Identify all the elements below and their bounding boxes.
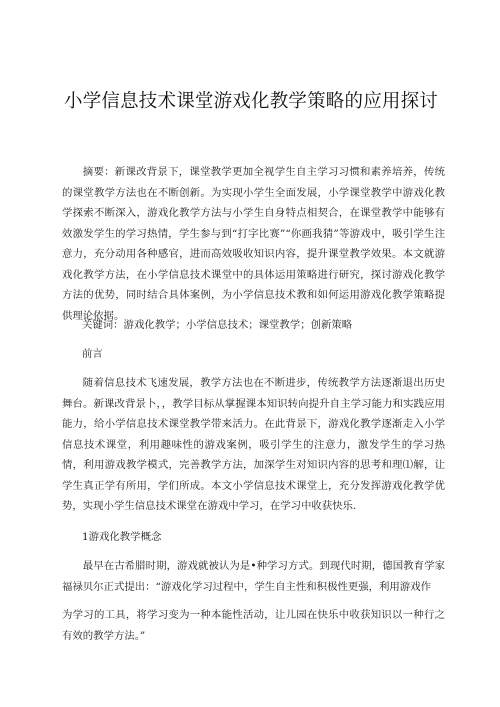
preface-heading: 前言 — [82, 348, 103, 360]
section-1-paragraph: 最早在古希腊时期，游戏就被认为是•种学习方式。到现代时期，德国教育学家福禄贝尔正式提出：“游戏化学习过程中，学生自主性和积极性更强，利用游戏作 — [62, 560, 445, 593]
preface-paragraph: 随着信息技术飞速发展，教学方法也在不断进步，传统教学方法逐渐退出历史舞台。新课改背景卜，，教学目标从掌握课本知识转向提升自主学习能力和实践应用能力，给小学信息技术课堂教学带来活力。在此背景下，游戏化教学逐渐走入小学信息技术课堂，利用趣味性的游戏案例，吸引学生的注意力，激发学生的学习热情，利用游戏教学模式，完善教学方法，加深学生对知识内容的思考和理⑴解，让学生真正学有所用，学们所成。本文小学信息技术课堂上，充分发挥游戏化教学优势，实现小学生信息技术课堂在游戏中学习，在学习中收获快乐. — [62, 377, 445, 512]
section-1-continuation: 为学习的工具，将学习变为一种本能性活动，让儿园在快乐中收获知识以一种行之有效的教学方法。” — [62, 609, 445, 642]
paper-title: 小学信息技术课堂游戏化教学策略的应用探讨 — [64, 91, 439, 112]
keywords-line: 关键词：游戏化教学；小学信息技术；课堂教学；创新策略 — [82, 319, 353, 331]
abstract-paragraph: 摘要：新课改背景下，课堂教学更加全视学生自主学习习惯和素养培养，传统的课堂教学方法也在不断创新。为实现小学生全面发展，小学课堂教学中游戏化教学探索不断深入，游戏化教学方法与小学生自身特点相契合，在课堂教学中能够有效激发学生的学习热情，学生参与到“打字比赛”“你画我猜”等游戏中，吸引学生注意力，充分动用各种感官，进而高效吸收知识内容，提升课堂教学效果。本文就游戏化教学方法，在小学信息技术课堂中的具体运用策略进行研究，探讨游戏化教学方法的优势，同时结合具体案例，为小学信息技术教和如何运用游戏化教学策略提供理论依据。 — [62, 166, 445, 322]
section-1-heading: 1游戏化教学概念 — [82, 531, 162, 543]
